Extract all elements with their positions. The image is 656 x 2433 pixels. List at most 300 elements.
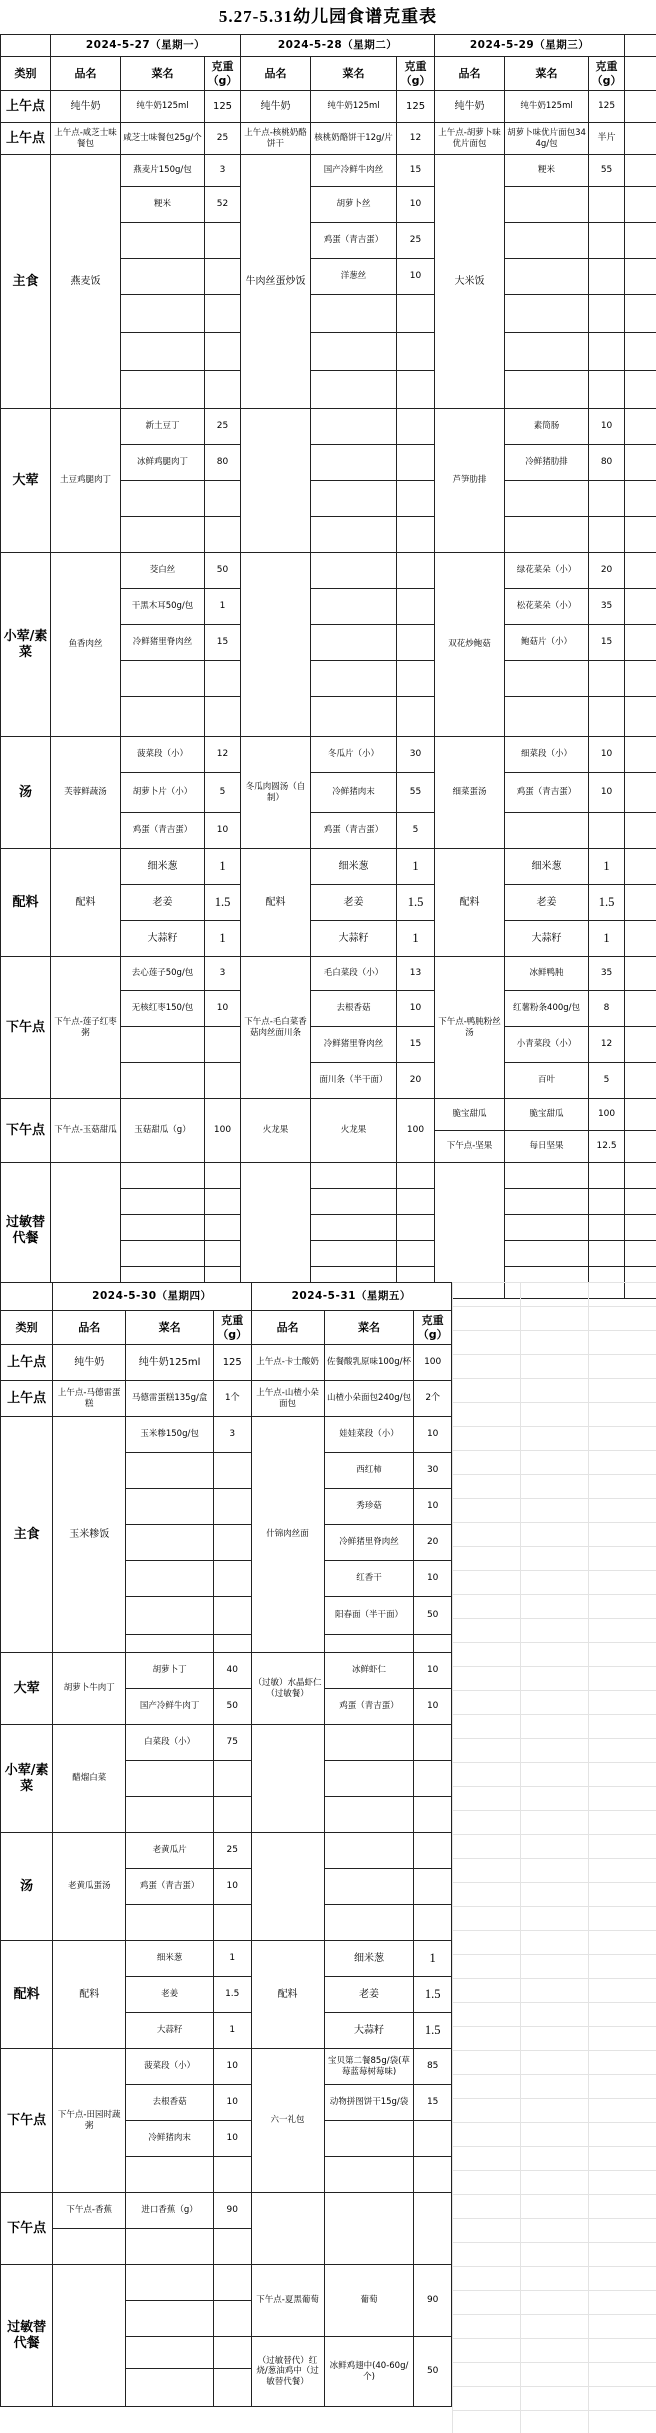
empty-cell xyxy=(126,2229,214,2265)
empty-cell xyxy=(311,589,397,625)
weight-value: 20 xyxy=(414,1525,452,1561)
dish-name: 老姜 xyxy=(505,885,589,921)
dish-name: 白菜段（小） xyxy=(126,1725,214,1761)
item-name: 配料 xyxy=(435,849,505,957)
item-name: 下午点-莲子红枣粥 xyxy=(51,957,121,1099)
item-name: 下午点-田园时蔬粥 xyxy=(53,2049,126,2193)
menu-table-week-part2 xyxy=(0,1282,452,2407)
item-name: （过敏替代）红烧/葱油鸡中（过敏替代餐） xyxy=(251,2337,324,2407)
dish-name: 鸡蛋（青吉蛋） xyxy=(311,223,397,259)
empty-cell xyxy=(205,1063,241,1099)
item-name: 鱼香肉丝 xyxy=(51,553,121,737)
weight-value: 1.5 xyxy=(205,885,241,921)
item-name: （过敏）水晶虾仁（过敏餐） xyxy=(251,1653,324,1725)
empty-cell xyxy=(126,1761,214,1797)
dish-name: 胡萝卜片（小） xyxy=(121,773,205,813)
empty-cell xyxy=(625,371,656,409)
weight-value: 12 xyxy=(397,123,435,155)
dish-name: 纯牛奶125ml xyxy=(505,91,589,123)
column-header: 菜名 xyxy=(121,57,205,91)
weight-value: 10 xyxy=(205,813,241,849)
column-header: 克重（g） xyxy=(414,1311,452,1345)
dish-name: 冷鲜猪肉末 xyxy=(126,2121,214,2157)
weight-value: 125 xyxy=(205,91,241,123)
empty-cell xyxy=(121,697,205,737)
empty-cell xyxy=(213,1489,251,1525)
empty-cell xyxy=(397,409,435,445)
dish-name: 宝贝第二餐85g/袋(草莓蓝莓树莓味) xyxy=(324,2049,414,2085)
weight-value: 1.5 xyxy=(414,1977,452,2013)
empty-cell xyxy=(205,259,241,295)
empty-cell xyxy=(311,333,397,371)
category-cell: 汤 xyxy=(1,1833,53,1941)
empty-cell xyxy=(311,295,397,333)
empty-cell xyxy=(311,409,397,445)
empty-cell xyxy=(324,1869,414,1905)
item-name: 上午点-马德雷蛋糕 xyxy=(53,1381,126,1417)
category-cell: 上午点 xyxy=(1,1345,53,1381)
empty-cell xyxy=(126,1453,214,1489)
empty-cell xyxy=(505,481,589,517)
weight-value: 15 xyxy=(397,155,435,187)
empty-cell xyxy=(121,1063,205,1099)
empty-cell xyxy=(121,661,205,697)
date-header: 2024-5-27（星期一） xyxy=(51,35,241,57)
empty-cell xyxy=(121,517,205,553)
empty-cell xyxy=(213,2337,251,2369)
empty-cell xyxy=(505,223,589,259)
weight-value: 75 xyxy=(213,1725,251,1761)
dish-name: 冰鲜鸭肫 xyxy=(505,957,589,991)
empty-cell xyxy=(625,697,656,737)
empty-cell xyxy=(121,1027,205,1063)
item-name: 配料 xyxy=(51,849,121,957)
empty-cell xyxy=(241,1163,311,1299)
empty-cell xyxy=(505,259,589,295)
dish-name: 大蒜籽 xyxy=(121,921,205,957)
empty-cell xyxy=(625,223,656,259)
weight-value: 50 xyxy=(213,1689,251,1725)
empty-cell xyxy=(324,1635,414,1653)
empty-cell xyxy=(589,1215,625,1241)
dish-name: 素筒肠 xyxy=(505,409,589,445)
category-cell: 过敏替代餐 xyxy=(1,2265,53,2407)
item-name: 配料 xyxy=(53,1941,126,2049)
empty-cell xyxy=(414,2121,452,2157)
item-name: 下午点-鸭肫粉丝汤 xyxy=(435,957,505,1099)
weight-value: 1.5 xyxy=(397,885,435,921)
empty-cell xyxy=(397,333,435,371)
item-name: 下午点-玉菇甜瓜 xyxy=(51,1099,121,1163)
empty-cell xyxy=(625,921,656,957)
date-header: 2024-5-29（星期三） xyxy=(435,35,625,57)
item-name: 六一礼包 xyxy=(251,2049,324,2193)
dish-name: 咸芝士味餐包25g/个 xyxy=(121,123,205,155)
weight-value: 1 xyxy=(205,921,241,957)
dish-name: 鸡蛋（青吉蛋） xyxy=(121,813,205,849)
dish-name: 新土豆丁 xyxy=(121,409,205,445)
weight-value: 40 xyxy=(213,1653,251,1689)
empty-cell xyxy=(505,1215,589,1241)
column-header: 类别 xyxy=(1,57,51,91)
dish-name: 核桃奶酪饼干12g/片 xyxy=(311,123,397,155)
item-name: 脆宝甜瓜 xyxy=(435,1099,505,1131)
corner-cell xyxy=(1,1283,53,1311)
weight-value: 3 xyxy=(205,155,241,187)
column-header: 类别 xyxy=(1,1311,53,1345)
empty-cell xyxy=(625,737,656,773)
weight-value: 50 xyxy=(414,2337,452,2407)
empty-cell xyxy=(126,1525,214,1561)
category-cell: 大荤 xyxy=(1,409,51,553)
dish-name: 燕麦片150g/包 xyxy=(121,155,205,187)
empty-cell xyxy=(414,1761,452,1797)
empty-cell xyxy=(205,1027,241,1063)
category-cell: 上午点 xyxy=(1,123,51,155)
weight-value: 1.5 xyxy=(589,885,625,921)
weight-value: 1 xyxy=(205,589,241,625)
empty-cell xyxy=(625,57,656,91)
weight-value: 10 xyxy=(213,1869,251,1905)
weight-value: 25 xyxy=(205,409,241,445)
weight-value: 12 xyxy=(589,1027,625,1063)
empty-cell xyxy=(505,187,589,223)
empty-cell xyxy=(324,2157,414,2193)
empty-cell xyxy=(126,1905,214,1941)
empty-cell xyxy=(213,2229,251,2265)
empty-cell xyxy=(311,625,397,661)
empty-cell xyxy=(205,1241,241,1267)
category-cell: 主食 xyxy=(1,1417,53,1653)
empty-cell xyxy=(324,1797,414,1833)
empty-cell xyxy=(241,409,311,553)
item-name: 芦笋肋排 xyxy=(435,409,505,553)
empty-cell xyxy=(414,2193,452,2265)
empty-cell xyxy=(625,1063,656,1099)
dish-name: 脆宝甜瓜 xyxy=(505,1099,589,1131)
empty-cell xyxy=(625,1027,656,1063)
empty-cell xyxy=(126,1797,214,1833)
weight-value: 10 xyxy=(205,991,241,1027)
weight-value: 1 xyxy=(213,2013,251,2049)
empty-cell xyxy=(625,1215,656,1241)
empty-cell xyxy=(324,2121,414,2157)
empty-cell xyxy=(397,589,435,625)
dish-name: 冷鲜猪里脊肉丝 xyxy=(311,1027,397,1063)
dish-name: 玉米糁150g/包 xyxy=(126,1417,214,1453)
dish-name: 百叶 xyxy=(505,1063,589,1099)
empty-cell xyxy=(126,1635,214,1653)
weight-value: 55 xyxy=(397,773,435,813)
weight-value: 52 xyxy=(205,187,241,223)
empty-cell xyxy=(589,481,625,517)
weight-value: 1 xyxy=(589,921,625,957)
column-header: 品名 xyxy=(51,57,121,91)
weight-value: 12.5 xyxy=(589,1131,625,1163)
empty-cell xyxy=(397,553,435,589)
weight-value: 10 xyxy=(414,1653,452,1689)
weight-value: 25 xyxy=(213,1833,251,1869)
weight-value: 30 xyxy=(414,1453,452,1489)
empty-cell xyxy=(251,1725,324,1833)
dish-name: 大蒜籽 xyxy=(311,921,397,957)
weight-value: 1个 xyxy=(213,1381,251,1417)
empty-cell xyxy=(414,1869,452,1905)
item-name: 纯牛奶 xyxy=(435,91,505,123)
empty-cell xyxy=(414,1797,452,1833)
empty-cell xyxy=(397,295,435,333)
item-name: 下午点-夏黑葡萄 xyxy=(251,2265,324,2337)
corner-cell xyxy=(1,35,51,57)
dish-name: 冷鲜猪里脊肉丝 xyxy=(121,625,205,661)
dish-name: 鸡蛋（青吉蛋） xyxy=(311,813,397,849)
dish-name: 每日坚果 xyxy=(505,1131,589,1163)
empty-cell xyxy=(311,1215,397,1241)
weight-value: 30 xyxy=(397,737,435,773)
empty-cell xyxy=(324,1905,414,1941)
empty-cell xyxy=(625,885,656,921)
empty-cell xyxy=(53,2265,126,2407)
empty-cell xyxy=(625,589,656,625)
empty-cell xyxy=(324,1833,414,1869)
empty-cell xyxy=(126,2265,214,2301)
dish-name: 国产冷鲜牛肉丝 xyxy=(311,155,397,187)
item-name: 细菜蛋汤 xyxy=(435,737,505,849)
item-name: 大米饭 xyxy=(435,155,505,409)
dish-name: 老黄瓜片 xyxy=(126,1833,214,1869)
empty-cell xyxy=(213,2157,251,2193)
category-cell: 大荤 xyxy=(1,1653,53,1725)
item-name: 配料 xyxy=(251,1941,324,2049)
dish-name: 火龙果 xyxy=(311,1099,397,1163)
dish-name: 无核红枣150/包 xyxy=(121,991,205,1027)
empty-cell xyxy=(625,1189,656,1215)
empty-cell xyxy=(625,517,656,553)
empty-cell xyxy=(121,371,205,409)
empty-cell xyxy=(121,223,205,259)
weight-value: 35 xyxy=(589,957,625,991)
weight-value: 15 xyxy=(397,1027,435,1063)
dish-name: 国产冷鲜牛肉丁 xyxy=(126,1689,214,1725)
empty-cell xyxy=(625,187,656,223)
item-name: 下午点-坚果 xyxy=(435,1131,505,1163)
empty-cell xyxy=(126,2337,214,2369)
empty-cell xyxy=(625,553,656,589)
dish-name: 胡萝卜味优片面包344g/包 xyxy=(505,123,589,155)
empty-cell xyxy=(397,1241,435,1267)
weight-value: 1 xyxy=(397,849,435,885)
weight-value: 10 xyxy=(397,259,435,295)
weight-value: 10 xyxy=(414,1417,452,1453)
empty-cell xyxy=(205,223,241,259)
category-cell: 下午点 xyxy=(1,2049,53,2193)
empty-cell xyxy=(311,1241,397,1267)
column-header: 菜名 xyxy=(311,57,397,91)
weight-value: 1 xyxy=(397,921,435,957)
column-header: 克重（g） xyxy=(213,1311,251,1345)
dish-name: 细米葱 xyxy=(505,849,589,885)
weight-value: 15 xyxy=(205,625,241,661)
weight-value: 100 xyxy=(205,1099,241,1163)
category-cell: 汤 xyxy=(1,737,51,849)
empty-cell xyxy=(121,295,205,333)
dish-name: 细米葱 xyxy=(311,849,397,885)
weight-value: 100 xyxy=(414,1345,452,1381)
empty-cell xyxy=(121,1241,205,1267)
weight-value: 85 xyxy=(414,2049,452,2085)
empty-cell xyxy=(324,1761,414,1797)
weight-value: 15 xyxy=(414,2085,452,2121)
column-header: 品名 xyxy=(53,1311,126,1345)
dish-name: 鸡蛋（青吉蛋） xyxy=(126,1869,214,1905)
empty-cell xyxy=(589,517,625,553)
empty-cell xyxy=(205,697,241,737)
empty-cell xyxy=(589,223,625,259)
empty-cell xyxy=(311,661,397,697)
weight-value: 10 xyxy=(589,737,625,773)
column-header: 菜名 xyxy=(324,1311,414,1345)
empty-cell xyxy=(625,155,656,187)
item-name: 火龙果 xyxy=(241,1099,311,1163)
empty-cell xyxy=(414,1725,452,1761)
empty-cell xyxy=(414,2157,452,2193)
empty-cell xyxy=(397,371,435,409)
empty-cell xyxy=(414,1833,452,1869)
date-header: 2024-5-31（星期五） xyxy=(251,1283,451,1311)
column-header: 克重（g） xyxy=(589,57,625,91)
dish-name: 鸡蛋（青吉蛋） xyxy=(324,1689,414,1725)
empty-cell xyxy=(121,333,205,371)
empty-cell xyxy=(205,333,241,371)
empty-cell xyxy=(213,1905,251,1941)
empty-cell xyxy=(397,1215,435,1241)
weight-value: 35 xyxy=(589,589,625,625)
page-title: 5.27-5.31幼儿园食谱克重表 xyxy=(218,7,438,26)
weight-value: 125 xyxy=(589,91,625,123)
empty-cell xyxy=(505,813,589,849)
empty-cell xyxy=(505,1189,589,1215)
dish-name: 细米葱 xyxy=(121,849,205,885)
empty-cell xyxy=(625,661,656,697)
dish-name: 菠菜段（小） xyxy=(121,737,205,773)
item-name: 芙蓉鲜蔬汤 xyxy=(51,737,121,849)
empty-cell xyxy=(205,295,241,333)
empty-cell xyxy=(397,517,435,553)
dish-name: 老姜 xyxy=(121,885,205,921)
dish-name: 冰鲜虾仁 xyxy=(324,1653,414,1689)
weight-value: 10 xyxy=(589,773,625,813)
empty-cell xyxy=(126,1489,214,1525)
weight-value: 90 xyxy=(213,2193,251,2229)
empty-cell xyxy=(625,957,656,991)
weight-value: 80 xyxy=(589,445,625,481)
empty-cell xyxy=(311,1163,397,1189)
dish-name: 红香干 xyxy=(324,1561,414,1597)
empty-cell xyxy=(625,1241,656,1267)
empty-cell xyxy=(311,445,397,481)
weight-value: 5 xyxy=(397,813,435,849)
empty-cell xyxy=(625,333,656,371)
empty-cell xyxy=(213,2369,251,2407)
empty-cell xyxy=(311,697,397,737)
empty-cell xyxy=(625,445,656,481)
dish-name: 西红柿 xyxy=(324,1453,414,1489)
empty-cell xyxy=(121,1163,205,1189)
dish-name: 老姜 xyxy=(324,1977,414,2013)
column-header: 菜名 xyxy=(126,1311,214,1345)
empty-cell xyxy=(121,1215,205,1241)
empty-cell xyxy=(51,1163,121,1299)
item-name: 纯牛奶 xyxy=(53,1345,126,1381)
dish-name: 老姜 xyxy=(311,885,397,921)
category-cell: 配料 xyxy=(1,849,51,957)
weight-value: 1.5 xyxy=(414,2013,452,2049)
weight-value: 50 xyxy=(414,1597,452,1635)
empty-cell xyxy=(505,697,589,737)
weight-value: 100 xyxy=(397,1099,435,1163)
empty-cell xyxy=(311,553,397,589)
weight-value: 20 xyxy=(589,553,625,589)
empty-cell xyxy=(397,625,435,661)
empty-cell xyxy=(205,1189,241,1215)
dish-name: 冷鲜猪里脊肉丝 xyxy=(324,1525,414,1561)
empty-cell xyxy=(205,1215,241,1241)
date-header: 2024-5-30（星期四） xyxy=(53,1283,251,1311)
empty-cell xyxy=(251,2193,324,2265)
weight-value: 10 xyxy=(414,1689,452,1725)
weight-value: 20 xyxy=(397,1063,435,1099)
dish-name: 细米葱 xyxy=(126,1941,214,1977)
dish-name: 秀珍菇 xyxy=(324,1489,414,1525)
weight-value: 10 xyxy=(589,409,625,445)
empty-cell xyxy=(589,259,625,295)
empty-cell xyxy=(625,625,656,661)
empty-cell xyxy=(311,481,397,517)
empty-cell xyxy=(625,123,656,155)
weight-value: 8 xyxy=(589,991,625,1027)
empty-cell xyxy=(213,1525,251,1561)
empty-cell xyxy=(589,661,625,697)
dish-name: 毛白菜段（小） xyxy=(311,957,397,991)
empty-cell xyxy=(625,91,656,123)
dish-name: 冰鲜鸡腿肉丁 xyxy=(121,445,205,481)
dish-name: 冬瓜片（小） xyxy=(311,737,397,773)
dish-name: 娃娃菜段（小） xyxy=(324,1417,414,1453)
empty-cell xyxy=(505,517,589,553)
empty-cell xyxy=(121,1189,205,1215)
empty-cell xyxy=(121,481,205,517)
dish-name: 冰鲜鸡翅中(40-60g/个) xyxy=(324,2337,414,2407)
category-cell: 主食 xyxy=(1,155,51,409)
column-header: 克重（g） xyxy=(205,57,241,91)
dish-name: 绿花菜朵（小） xyxy=(505,553,589,589)
weight-value: 10 xyxy=(397,187,435,223)
item-name: 上午点-卡士酸奶 xyxy=(251,1345,324,1381)
weight-value: 12 xyxy=(205,737,241,773)
category-cell: 配料 xyxy=(1,1941,53,2049)
empty-cell xyxy=(625,409,656,445)
dish-name: 红薯粉条400g/包 xyxy=(505,991,589,1027)
empty-cell xyxy=(205,661,241,697)
weight-value: 5 xyxy=(205,773,241,813)
empty-cell xyxy=(311,371,397,409)
weight-value: 2个 xyxy=(414,1381,452,1417)
empty-cell xyxy=(589,1163,625,1189)
dish-name: 马德雷蛋糕135g/盒 xyxy=(126,1381,214,1417)
empty-cell xyxy=(241,553,311,737)
empty-cell xyxy=(213,1453,251,1489)
empty-cell xyxy=(205,481,241,517)
